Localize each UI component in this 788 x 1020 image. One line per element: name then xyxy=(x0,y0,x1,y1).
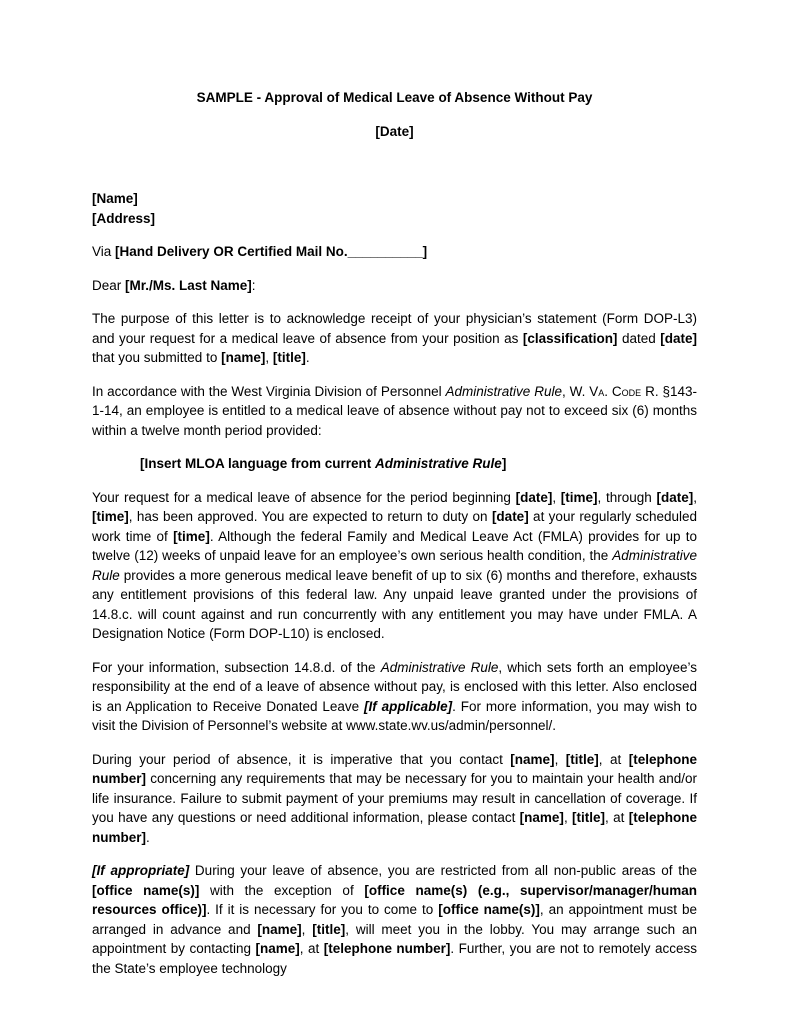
text-run: [office name(s) (e.g., supervisor/manager/human resources office)] xyxy=(92,882,698,917)
text-run: . xyxy=(146,829,150,845)
text-run: [date] xyxy=(656,489,694,505)
text-run: provides a more generous medical leave benefit of up to six (6) months and therefore, exhausts any entitlement provisions of this federal law. Any unpaid leave granted under the provisions of 14.8.c. will count against and run concurrently with any entitlement you may have under FMLA. A Designation Notice (Form DOP-L10) is enclosed. xyxy=(92,567,697,641)
text-run: . Further, you are not to remotely access the State’s employee technology xyxy=(92,941,698,976)
paragraph-contact-insurance xyxy=(92,750,697,848)
text-run: [name] xyxy=(255,941,300,956)
text-run: [time] xyxy=(173,528,210,544)
text-run: Administrative Rule xyxy=(375,456,502,471)
text-run: For your information, subsection 14.8.d. of the xyxy=(92,659,381,675)
text-run: Administrative Rule xyxy=(445,383,562,399)
text-run: at your regularly scheduled work time of xyxy=(92,509,698,544)
text-run: , xyxy=(265,350,273,365)
text-run: [date] xyxy=(660,330,697,346)
text-run: with the exception of xyxy=(199,882,365,898)
text-run: The purpose of this letter is to acknowledge receipt of your physician’s statement (Form DOP-L3) and your request for a medical leave of absence from your position as xyxy=(92,311,697,346)
text-run: , xyxy=(563,810,573,825)
text-run: §143-1-14, an employee is entitled to a medical leave of absence without pay not to exceed six (6) months within a twelve month period provided: xyxy=(92,383,698,438)
text-run: [time] xyxy=(560,489,598,505)
text-run: [time] xyxy=(92,509,129,524)
recipient-address-placeholder xyxy=(92,209,697,229)
text-run: [telephone number] xyxy=(92,810,697,845)
text-run: [telephone number] xyxy=(92,751,697,786)
text-run: [Address] xyxy=(92,210,156,226)
text-run: , at xyxy=(605,810,629,825)
text-run: , through xyxy=(597,489,657,505)
text-run: Administrative Rule xyxy=(92,548,697,583)
text-run: . xyxy=(305,350,310,365)
paragraph-approval-details xyxy=(92,488,697,644)
text-run: During your period of absence, it is imperative that you contact xyxy=(92,751,511,767)
paragraph-acknowledgment xyxy=(92,309,697,368)
text-run: , at xyxy=(598,751,629,767)
text-run: , xyxy=(693,489,697,505)
text-run: [Insert MLOA language from current xyxy=(140,456,376,471)
paragraph-rule-reference xyxy=(92,382,697,441)
text-run: , will meet you in the lobby. You may arrange such an appointment by contacting xyxy=(92,921,697,956)
text-run: , which sets forth an employee’s responsibility at the end of a leave of absence without pay, is enclosed with this letter. Also enclosed is an Application to Receive Donated Leave xyxy=(92,659,697,714)
text-run: that you submitted to xyxy=(92,350,222,365)
text-run: [title] xyxy=(312,921,346,937)
text-run: [office name(s)] xyxy=(92,882,200,898)
text-run: , xyxy=(301,921,313,937)
text-run: [date] xyxy=(491,509,529,524)
text-run: [classification] xyxy=(522,330,618,346)
text-run: . If it is necessary for you to come to xyxy=(206,902,439,917)
text-run: Dear xyxy=(92,277,126,293)
text-run: concerning any requirements that may be necessary for you to maintain your health and/or life insurance. Failure to submit payment of your premiums may result in cancellation of coverage. If you have any questions or need additional information, please contact xyxy=(92,771,697,825)
paragraph-subsection-info xyxy=(92,658,697,736)
text-run: [title] xyxy=(272,350,306,365)
text-run: Your request for a medical leave of absence for the period beginning xyxy=(92,489,516,505)
text-run: [Date] xyxy=(375,123,414,139)
text-run: , at xyxy=(299,941,324,956)
text-run: [Name] xyxy=(92,191,138,206)
text-run: [office name(s)] xyxy=(438,902,540,917)
salutation-line xyxy=(92,276,697,296)
text-run: [telephone number] xyxy=(323,941,451,956)
recipient-name-placeholder xyxy=(92,189,697,209)
text-run: [date] xyxy=(515,489,553,505)
paragraph-access-restrictions xyxy=(92,861,697,978)
text-run: ] xyxy=(501,456,507,471)
delivery-method-line xyxy=(92,242,697,262)
mloa-insert-line xyxy=(92,454,697,474)
text-run: dated xyxy=(617,330,661,346)
text-run: [name] xyxy=(221,350,266,365)
text-run: [name] xyxy=(257,921,302,937)
text-run: [title] xyxy=(565,751,599,767)
text-run: [Mr./Ms. Last Name] xyxy=(125,277,252,293)
text-run: , xyxy=(552,489,561,505)
text-run: SAMPLE - Approval of Medical Leave of Absence Without Pay xyxy=(196,90,593,105)
text-run: , xyxy=(554,751,566,767)
text-run: : xyxy=(251,277,256,293)
text-run: . For more information, you may wish to visit the Division of Personnel’s website at www.state.wv.us/admin/personnel/. xyxy=(92,698,697,733)
text-run: [Hand Delivery OR Certified Mail No.__________] xyxy=(115,244,428,259)
text-run: [name] xyxy=(519,810,564,825)
text-run: During your leave of absence, you are restricted from all non-public areas of the xyxy=(189,863,697,878)
text-run: Via xyxy=(92,244,116,259)
text-run: In accordance with the West Virginia Division of Personnel xyxy=(92,383,446,399)
text-run: , an appointment must be arranged in advance and xyxy=(92,902,697,937)
text-run: [If appropriate] xyxy=(92,863,190,878)
text-run: W. Va. Code R. xyxy=(569,383,659,399)
text-run: , xyxy=(561,383,570,399)
document-title xyxy=(92,88,697,108)
date-placeholder xyxy=(92,122,697,142)
text-run: , has been approved. You are expected to return to duty on xyxy=(128,509,492,524)
text-run: [If applicable] xyxy=(363,698,453,714)
text-run: . Although the federal Family and Medical Leave Act (FMLA) provides for up to twelve (12) weeks of unpaid leave for an employee’s own serious health condition, the xyxy=(92,528,697,563)
text-run: Administrative Rule xyxy=(380,659,499,675)
text-run: [name] xyxy=(510,751,555,767)
text-run: [title] xyxy=(572,810,606,825)
